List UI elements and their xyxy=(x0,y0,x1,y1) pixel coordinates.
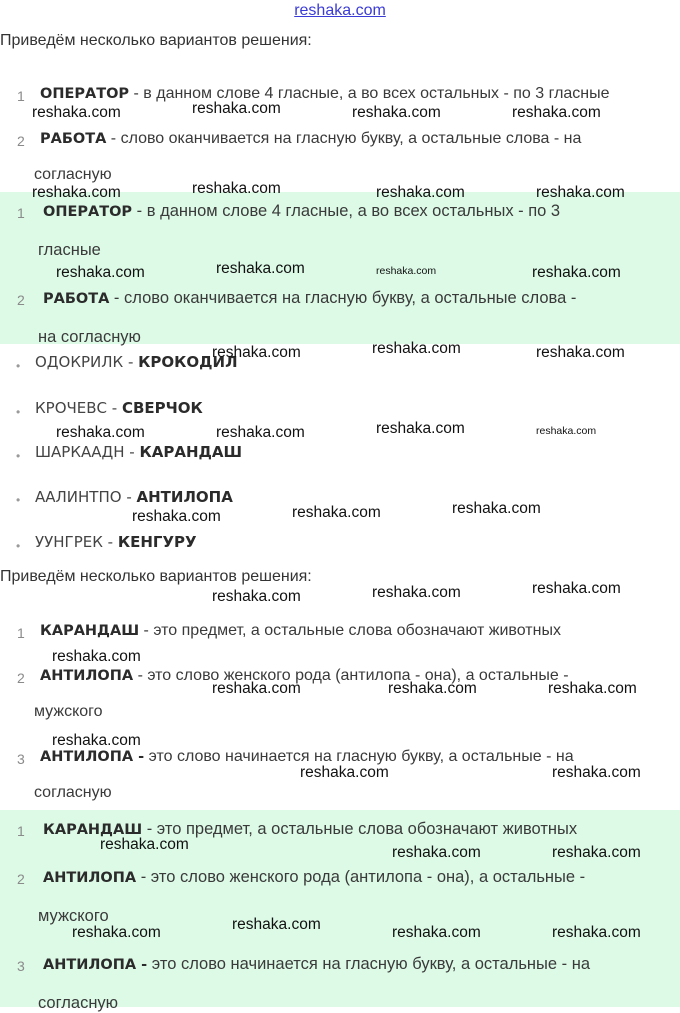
item-number: 2 xyxy=(17,871,25,887)
watermark: reshaka.com xyxy=(372,584,461,601)
separator: - xyxy=(121,488,137,506)
item-text: это слово начинается на гласную букву, а остальные - на xyxy=(147,955,591,973)
item-text: - слово оканчивается на гласную букву, а остальные слова - xyxy=(109,289,577,307)
item-keyword: АНТИЛОПА xyxy=(43,870,137,886)
scrambled-word: ААЛИНТПО xyxy=(35,488,122,506)
item-text: - в данном слове 4 гласные, а во всех остальных - по 3 гласные xyxy=(129,85,610,102)
item-number: 1 xyxy=(17,823,25,839)
watermark: reshaka.com xyxy=(376,265,437,277)
watermark: reshaka.com xyxy=(56,424,145,441)
separator: - xyxy=(124,443,140,461)
watermark: reshaka.com xyxy=(212,680,301,697)
list-item xyxy=(35,353,238,371)
item-text-continuation: согласную xyxy=(34,784,112,801)
watermark: reshaka.com xyxy=(300,764,389,781)
list-item xyxy=(40,622,561,640)
item-keyword: ОПЕРАТОР xyxy=(43,204,133,220)
item-text: - это предмет, а остальные слова обозначают животных xyxy=(142,820,578,838)
watermark: reshaka.com xyxy=(72,924,161,941)
watermark: reshaka.com xyxy=(192,100,281,117)
watermark: reshaka.com xyxy=(292,504,381,521)
bullet: • xyxy=(16,493,21,507)
item-text: - слово оканчивается на гласную букву, а остальные слова - на xyxy=(106,130,582,147)
watermark: reshaka.com xyxy=(192,180,281,197)
scrambled-word: ОДОКРИЛК xyxy=(35,353,124,371)
item-number: 3 xyxy=(17,958,25,974)
watermark: reshaka.com xyxy=(552,924,641,941)
watermark: reshaka.com xyxy=(392,924,481,941)
list-item xyxy=(43,289,576,308)
separator: - xyxy=(107,399,122,417)
list-item xyxy=(40,667,569,685)
list-item xyxy=(43,202,560,221)
separator: - xyxy=(102,533,118,551)
item-text-continuation: на согласную xyxy=(38,328,141,346)
answer-word: КЕНГУРУ xyxy=(117,533,197,551)
watermark: reshaka.com xyxy=(372,340,461,357)
watermark: reshaka.com xyxy=(52,648,141,665)
answer-word: КАРАНДАШ xyxy=(139,443,243,461)
item-text-continuation: согласную xyxy=(38,994,119,1012)
watermark: reshaka.com xyxy=(548,680,637,697)
watermark: reshaka.com xyxy=(352,104,441,121)
watermark: reshaka.com xyxy=(536,344,625,361)
item-text-continuation: мужского xyxy=(38,907,109,925)
list-item xyxy=(35,443,242,461)
watermark: reshaka.com xyxy=(216,424,305,441)
item-number: 2 xyxy=(17,670,25,686)
item-number: 1 xyxy=(17,205,25,221)
item-text: это слово начинается на гласную букву, а остальные - на xyxy=(144,748,574,765)
watermark: reshaka.com xyxy=(552,764,641,781)
watermark: reshaka.com xyxy=(376,184,465,201)
watermark: reshaka.com xyxy=(32,184,121,201)
bullet: • xyxy=(16,405,21,419)
watermark: reshaka.com xyxy=(552,844,641,861)
watermark: reshaka.com xyxy=(212,588,301,605)
watermark: reshaka.com xyxy=(452,500,541,517)
scrambled-word: КРОЧЕВС xyxy=(35,399,108,417)
watermark: reshaka.com xyxy=(376,420,465,437)
item-text-continuation: гласные xyxy=(38,241,101,259)
item-keyword: АНТИЛОПА - xyxy=(43,957,148,973)
answer-word: СВЕРЧОК xyxy=(121,399,203,417)
separator: - xyxy=(123,353,139,371)
watermark: reshaka.com xyxy=(512,104,601,121)
item-text: - это слово женского рода (антилопа - она), а остальные - xyxy=(136,868,586,886)
list-item xyxy=(43,868,585,887)
item-number: 3 xyxy=(17,751,25,767)
bullet: • xyxy=(16,359,21,373)
item-keyword: КАРАНДАШ xyxy=(40,623,140,639)
bullet: • xyxy=(16,539,21,553)
list-item xyxy=(43,955,590,974)
item-keyword: РАБОТА xyxy=(43,291,110,307)
watermark: reshaka.com xyxy=(52,732,141,749)
list-item xyxy=(40,85,610,103)
item-number: 2 xyxy=(17,133,25,149)
watermark: reshaka.com xyxy=(392,844,481,861)
watermark: reshaka.com xyxy=(212,344,301,361)
section-intro: Приведём несколько вариантов решения: xyxy=(0,32,312,49)
list-item xyxy=(35,399,203,417)
site-link[interactable]: reshaka.com xyxy=(294,2,386,19)
watermark: reshaka.com xyxy=(100,836,189,853)
item-keyword: ОПЕРАТОР xyxy=(40,86,130,102)
item-keyword: КАРАНДАШ xyxy=(43,822,143,838)
item-number: 2 xyxy=(17,292,25,308)
watermark: reshaka.com xyxy=(32,104,121,121)
watermark: reshaka.com xyxy=(532,264,621,281)
list-item xyxy=(35,533,197,551)
item-keyword: АНТИЛОПА - xyxy=(40,749,145,765)
item-text: - это слово женского рода (антилопа - она), а остальные - xyxy=(133,667,569,684)
item-number: 1 xyxy=(17,625,25,641)
list-item xyxy=(35,488,233,506)
item-keyword: АНТИЛОПА xyxy=(40,668,134,684)
watermark: reshaka.com xyxy=(388,680,477,697)
answer-word: АНТИЛОПА xyxy=(136,488,233,506)
item-number: 1 xyxy=(17,88,25,104)
bullet: • xyxy=(16,449,21,463)
item-text: - в данном слове 4 гласные, а во всех остальных - по 3 xyxy=(132,202,561,220)
watermark: reshaka.com xyxy=(536,425,597,437)
item-text-continuation: согласную xyxy=(34,166,112,183)
section-intro: Приведём несколько вариантов решения: xyxy=(0,568,312,585)
item-text-continuation: мужского xyxy=(34,703,103,720)
item-text: - это предмет, а остальные слова обозначают животных xyxy=(139,622,561,639)
scrambled-word: УУНГРЕК xyxy=(35,533,103,551)
watermark: reshaka.com xyxy=(532,580,621,597)
scrambled-word: ШАРКААДН xyxy=(35,443,125,461)
list-item xyxy=(40,130,581,148)
watermark: reshaka.com xyxy=(232,916,321,933)
watermark: reshaka.com xyxy=(56,264,145,281)
watermark: reshaka.com xyxy=(216,260,305,277)
answer-word: КРОКОДИЛ xyxy=(138,353,238,371)
watermark: reshaka.com xyxy=(132,508,221,525)
item-keyword: РАБОТА xyxy=(40,131,107,147)
watermark: reshaka.com xyxy=(536,184,625,201)
